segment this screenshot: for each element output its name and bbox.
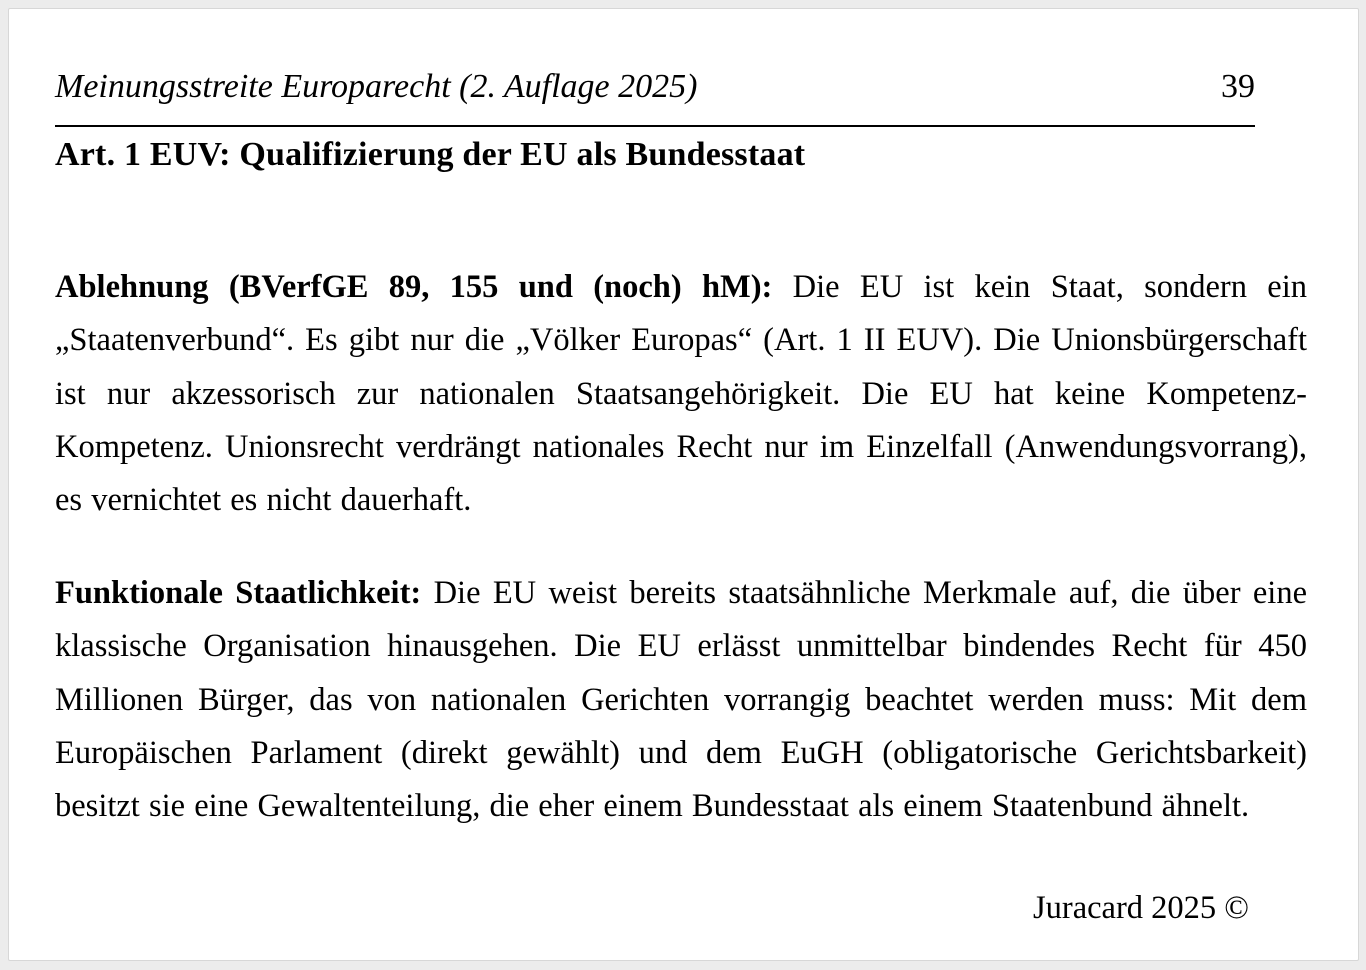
paragraph-lead: Ablehnung (BVerfGE 89, 155 und (noch) hM): <box>55 269 773 305</box>
header-title: Meinungsstreite Europarecht (2. Auflage 2025) <box>55 68 698 105</box>
paragraph-ablehnung <box>55 261 1307 527</box>
paragraph-text: Die EU ist kein Staat, sondern ein „Staatenverbund“. Es gibt nur die „Völker Europas“ (Art. 1 II EUV). Die Unionsbürgerschaft ist nur akzessorisch zur nationalen Staatsangehörigkeit. Die EU hat keine Kompetenz-Kompetenz. Unionsrecht verdrängt nationales Recht nur im Einzelfall (Anwendungsvorrang), es vernichtet es nicht dauerhaft. <box>55 269 1307 519</box>
document-heading: Art. 1 EUV: Qualifizierung der EU als Bundesstaat <box>55 136 806 173</box>
paragraph-funktionale-staatlichkeit <box>55 567 1307 833</box>
document-header <box>55 67 1255 108</box>
footer-credit: Juracard 2025 © <box>1032 890 1249 926</box>
paragraph-text: Die EU weist bereits staatsähnliche Merkmale auf, die über eine klassische Organisation hinausgehen. Die EU erlässt unmittelbar bindendes Recht für 450 Millionen Bürger, das von nationalen Gerichten vorrangig beachtet werden muss: Mit dem Europäischen Parlament (direkt gewählt) und dem EuGH (obligatorische Gerichtsbarkeit) besitzt sie eine Gewaltenteilung, die eher einem Bundesstaat als einem Staatenbund ähnelt. <box>55 575 1308 825</box>
header-rule <box>55 125 1255 127</box>
paragraph-lead: Funktionale Staatlichkeit: <box>55 575 422 611</box>
document-card <box>8 8 1359 961</box>
page-number: 39 <box>1221 68 1255 105</box>
